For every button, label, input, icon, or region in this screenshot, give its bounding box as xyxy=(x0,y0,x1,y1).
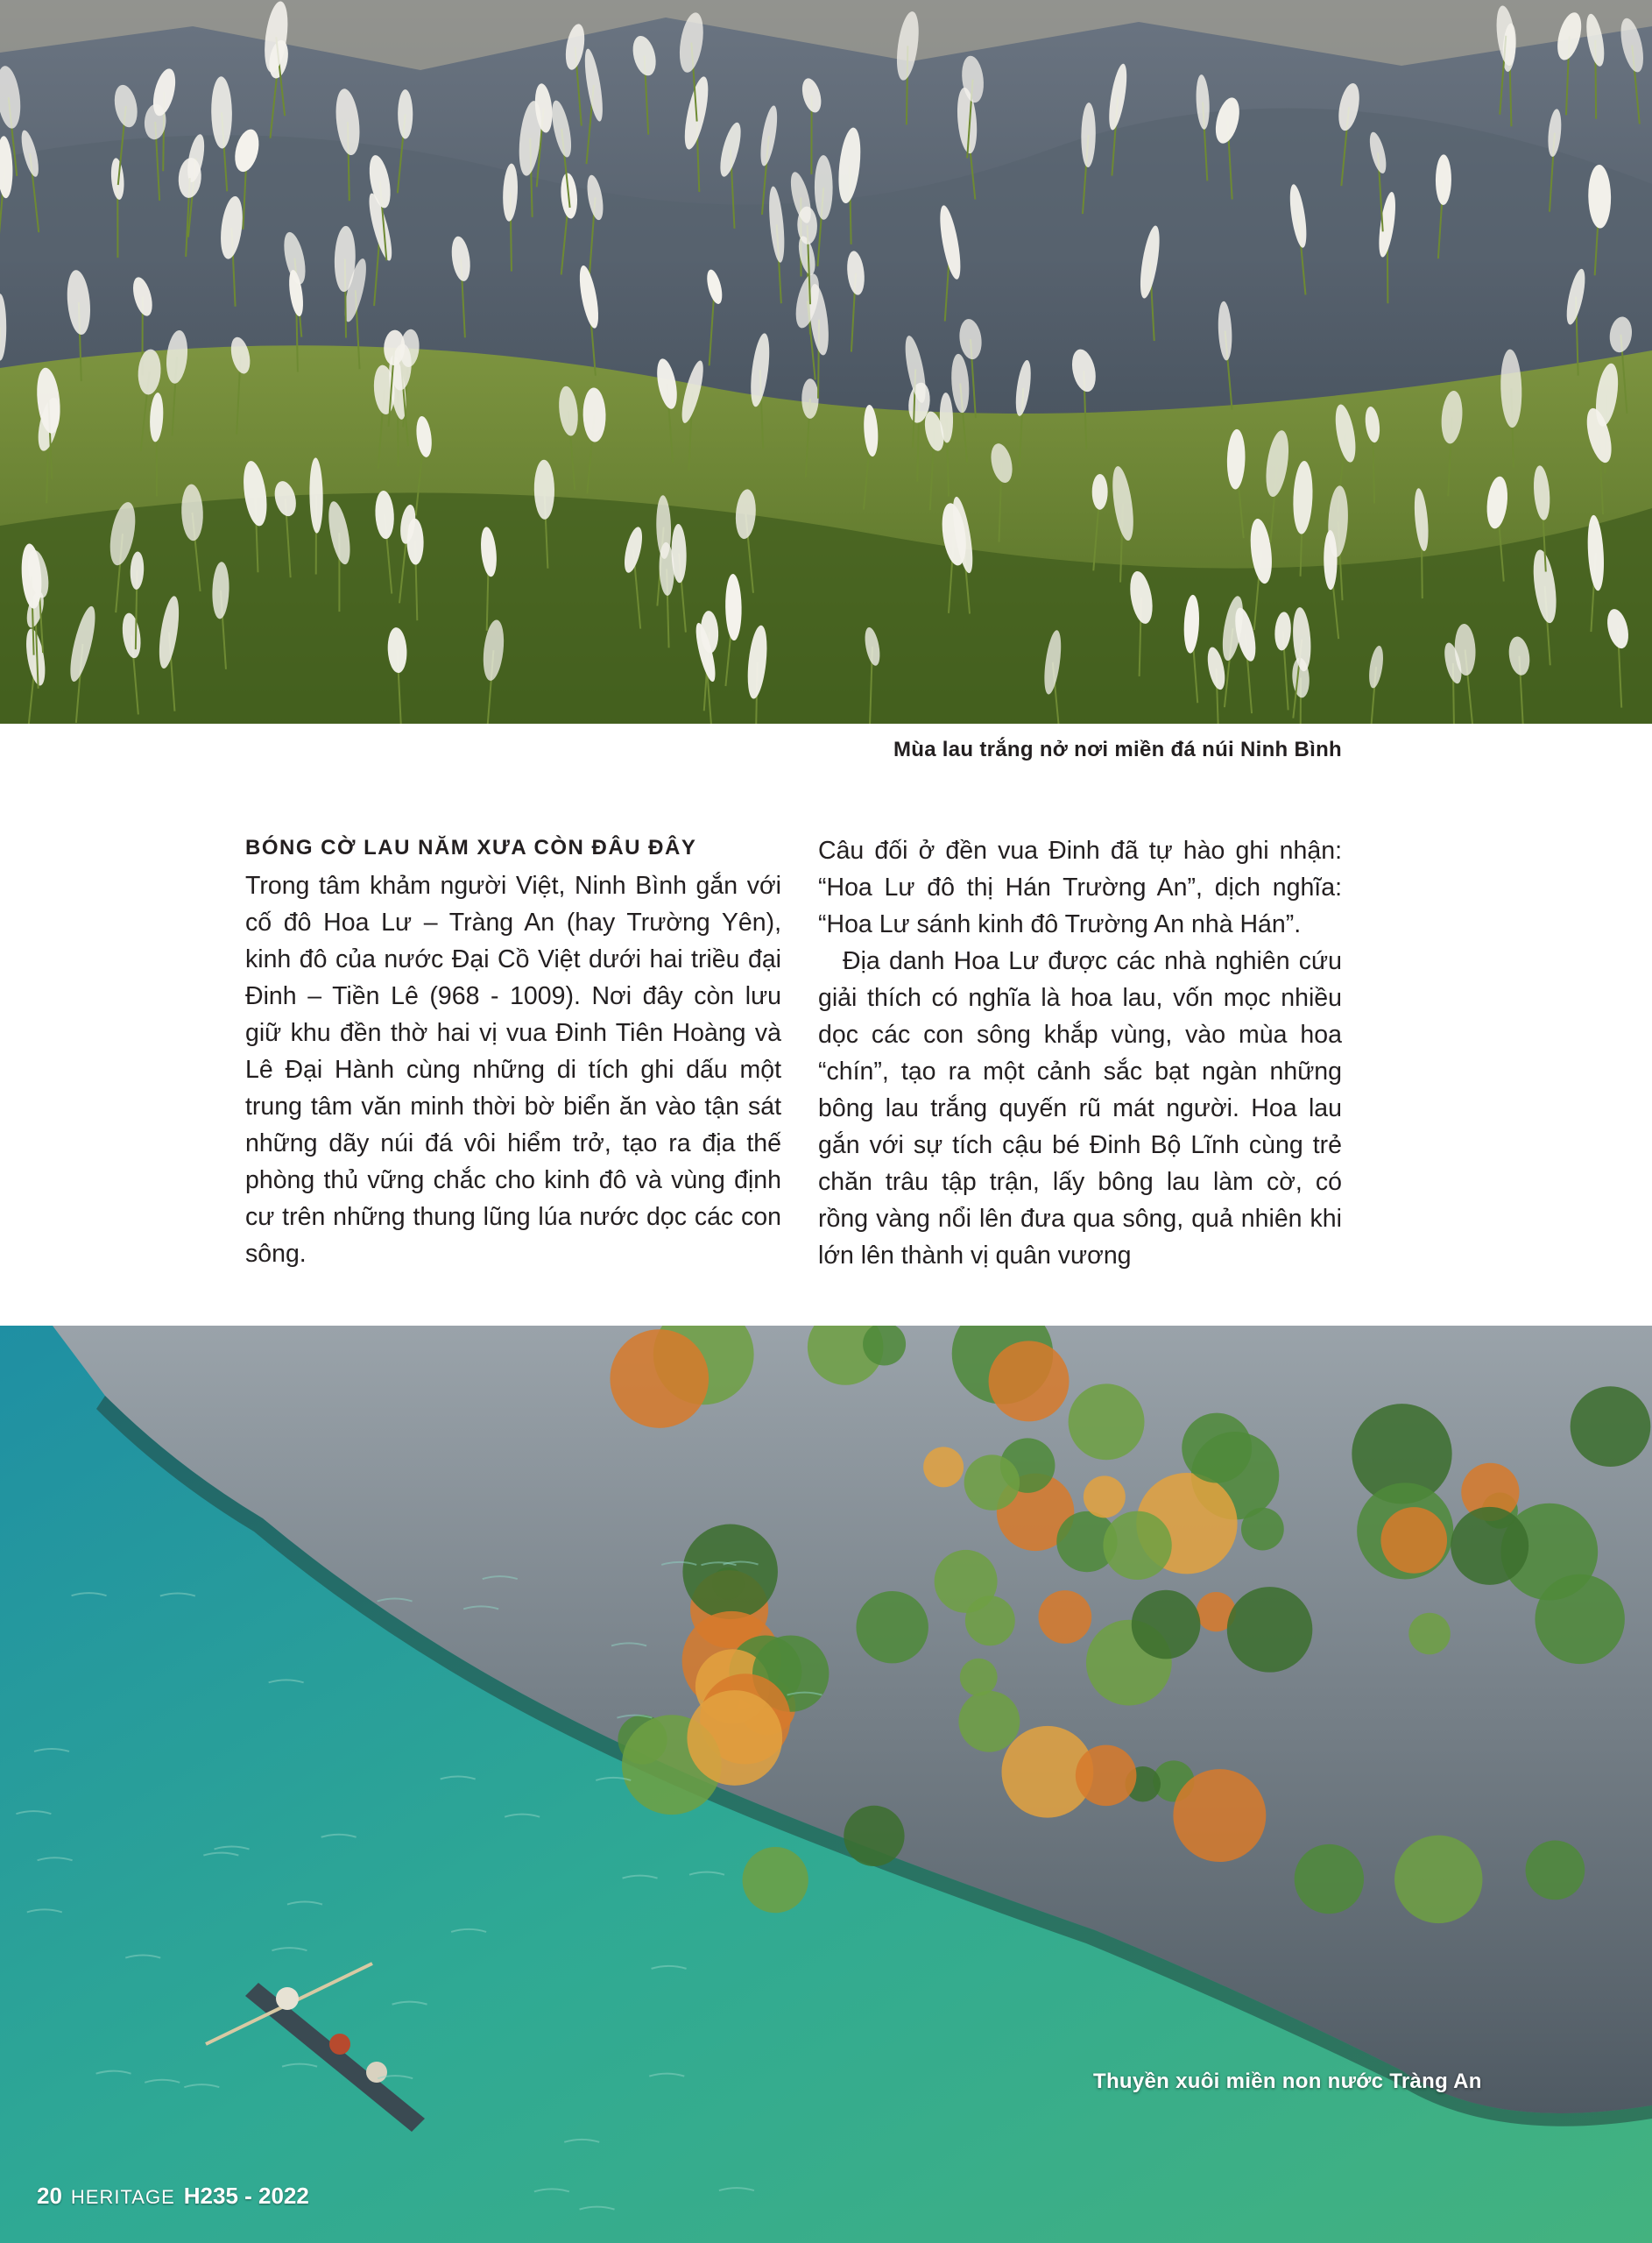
river-cliff-illustration xyxy=(0,1326,1652,2243)
issue-number: H235 - 2022 xyxy=(183,2183,309,2209)
section-heading: BÓNG CỜ LAU NĂM XƯA CÒN ĐÂU ĐÂY xyxy=(245,836,697,860)
river-cliff-photo xyxy=(0,1326,1652,2243)
reed-flowers-illustration xyxy=(0,0,1652,724)
magazine-brand: HERITAGE xyxy=(70,2186,175,2208)
paragraph: Trong tâm khảm người Việt, Ninh Bình gắn với cố đô Hoa Lư – Tràng An (hay Trường Yên), kinh đô của nước Đại Cồ Việt dưới hai triều đại Đinh – Tiền Lê (968 - 1009). Nơi đây còn lưu giữ khu đền thờ hai vị vua Đinh Tiên Hoàng và Lê Đại Hành cùng những di tích ghi dấu một trung tâm văn minh thời bờ biển ăn vào tận sát những dãy núi đá vôi hiểm trở, tạo ra địa thế phòng thủ vững chắc cho kinh đô và vùng định cư trên những thung lũng lúa nước dọc các con sông. xyxy=(245,872,781,1268)
article-column-right xyxy=(818,832,1342,1274)
paragraph: Địa danh Hoa Lư được các nhà nghiên cứu giải thích có nghĩa là hoa lau, vốn mọc nhiều dọc các con sông khắp vùng, vào mùa hoa “chín”, tạo ra một cảnh sắc bạt ngàn những bông lau trắng quyến rũ mát người. Hoa lau gắn với sự tích cậu bé Đinh Bộ Lĩnh cùng trẻ chăn trâu tập trận, lấy bông lau làm cờ, có rồng vàng nổi lên đưa qua sông, quả nhiên khi lớn lên thành vị quân vương xyxy=(818,947,1342,1270)
page-number: 20 xyxy=(37,2183,62,2209)
article-column-left xyxy=(245,832,781,1272)
reed-flowers-photo xyxy=(0,0,1652,724)
bottom-photo-caption: Thuyền xuôi miền non nước Tràng An xyxy=(1093,2070,1482,2093)
top-photo-caption: Mùa lau trắng nở nơi miền đá núi Ninh Bình xyxy=(893,738,1342,761)
page-footer xyxy=(37,2183,309,2210)
paragraph: Câu đối ở đền vua Đinh đã tự hào ghi nhận: “Hoa Lư đô thị Hán Trường An”, dịch nghĩa: “Hoa Lư sánh kinh đô Trường An nhà Hán”. xyxy=(818,837,1342,938)
